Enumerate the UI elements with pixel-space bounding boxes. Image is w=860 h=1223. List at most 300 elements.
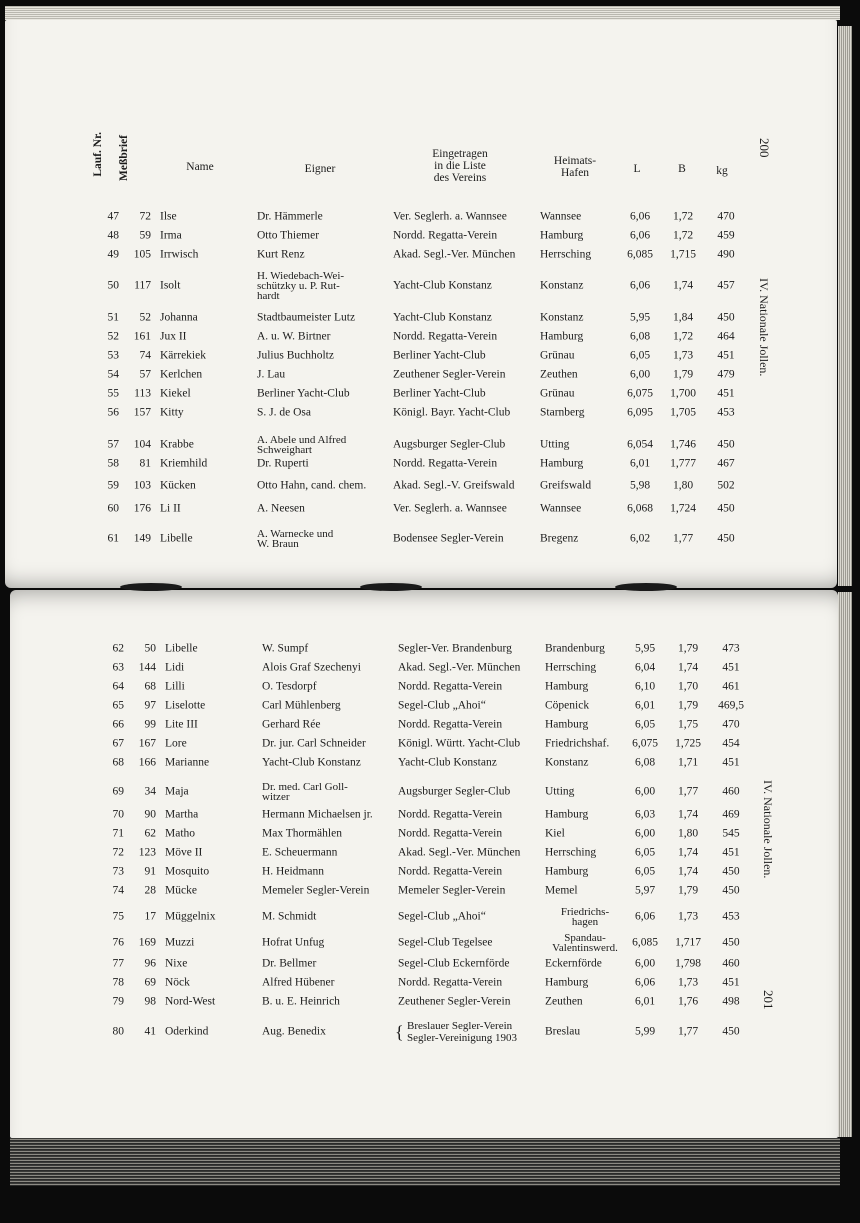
cell-mb: 144 xyxy=(138,661,156,673)
page-edge-right-top xyxy=(838,26,852,586)
cell-mb: 166 xyxy=(138,756,156,768)
cell-verein: Nordd. Regatta-Verein xyxy=(398,808,503,820)
cell-b: 1,77 xyxy=(677,785,699,798)
cell-verein: Königl. Bayr. Yacht-Club xyxy=(393,406,511,418)
cell-kg: 460 xyxy=(722,957,740,969)
cell-b: 1,79 xyxy=(677,884,699,896)
cell-b: 1,72 xyxy=(672,229,694,241)
cell-b: 1,84 xyxy=(672,311,694,323)
cell-hafen: Hamburg xyxy=(540,330,584,342)
cell-kg: 454 xyxy=(722,737,740,749)
cell-nr: 68 xyxy=(112,756,124,768)
cell-hafen: Bregenz xyxy=(540,532,579,545)
table-row xyxy=(5,327,765,346)
cell-hafen: Herrsching xyxy=(545,661,597,673)
table-row xyxy=(10,753,770,772)
cell-kg: 498 xyxy=(722,995,740,1007)
cell-kg: 451 xyxy=(722,846,740,858)
cell-mb: 169 xyxy=(138,936,156,949)
cell-eigner: Yacht-Club Konstanz xyxy=(262,756,361,768)
cell-kg: 461 xyxy=(722,680,740,692)
cell-l: 6,06 xyxy=(629,279,651,292)
cell-verein: Segel-Club „Ahoi“ xyxy=(398,910,486,923)
cell-l: 6,095 xyxy=(627,406,653,418)
cell-name: Kerlchen xyxy=(160,368,203,380)
cell-kg: 469 xyxy=(722,808,740,820)
cell-eigner: Hermann Michaelsen jr. xyxy=(262,808,373,820)
cell-eigner: Dr. Hämmerle xyxy=(257,210,323,222)
cell-b: 1,70 xyxy=(677,680,699,692)
binding-stitch xyxy=(120,583,182,591)
cell-l: 6,05 xyxy=(629,349,651,361)
cell-kg: 479 xyxy=(717,368,735,380)
table-row xyxy=(5,476,765,495)
header-kg: kg xyxy=(716,165,728,177)
cell-nr: 74 xyxy=(112,884,124,896)
cell-verein: Ver. Seglerh. a. Wannsee xyxy=(393,502,507,514)
header-messbrief: Meßbrief xyxy=(118,135,130,181)
cell-nr: 57 xyxy=(107,438,119,451)
cell-verein: Yacht-Club Konstanz xyxy=(393,279,492,292)
cell-b: 1,74 xyxy=(677,808,699,820)
cell-l: 5,98 xyxy=(629,479,651,491)
cell-verein: Nordd. Regatta-Verein xyxy=(398,718,503,730)
cell-name: Möve II xyxy=(165,846,203,858)
cell-verein: Segel-Club „Ahoi“ xyxy=(398,699,486,711)
cell-b: 1,75 xyxy=(677,718,699,730)
cell-kg: 459 xyxy=(717,229,735,241)
cell-b: 1,72 xyxy=(672,330,694,342)
cell-nr: 72 xyxy=(112,846,124,858)
cell-eigner: Julius Buchholtz xyxy=(257,349,334,361)
cell-mb: 113 xyxy=(134,387,151,399)
cell-verein: Zeuthener Segler-Verein xyxy=(398,995,511,1007)
table-row xyxy=(10,973,770,992)
cell-b: 1,79 xyxy=(672,368,694,380)
cell-l: 6,08 xyxy=(634,756,656,768)
cell-name: Lore xyxy=(165,737,187,749)
cell-hafen: Hamburg xyxy=(545,865,589,877)
cell-nr: 56 xyxy=(107,406,119,418)
cell-verein: Akad. Segl.-Ver. München xyxy=(398,661,521,673)
cell-nr: 67 xyxy=(112,737,124,749)
cell-verein: Breslauer Segler-Verein Segler-Vereinigung 1903 xyxy=(407,1020,518,1044)
cell-name: Mücke xyxy=(165,884,197,896)
cell-hafen: Wannsee xyxy=(540,502,582,514)
table-row xyxy=(10,824,770,843)
cell-nr: 55 xyxy=(107,387,119,399)
cell-nr: 48 xyxy=(107,229,119,241)
cell-b: 1,73 xyxy=(672,349,694,361)
cell-mb: 59 xyxy=(139,229,151,241)
cell-kg: 450 xyxy=(722,865,740,877)
cell-nr: 70 xyxy=(112,808,124,820)
cell-b: 1,74 xyxy=(677,865,699,877)
cell-mb: 176 xyxy=(133,502,151,514)
header-verein: Eingetragen in die Liste des Vereins xyxy=(432,148,488,184)
cell-hafen: Hamburg xyxy=(545,808,589,820)
cell-verein: Yacht-Club Konstanz xyxy=(393,311,492,323)
cell-name: Liselotte xyxy=(165,699,206,711)
cell-mb: 52 xyxy=(139,311,151,323)
cell-name: Matho xyxy=(165,827,196,839)
cell-verein: Nordd. Regatta-Verein xyxy=(398,865,503,877)
cell-verein: Akad. Segl.-Ver. München xyxy=(398,846,521,858)
cell-kg: 450 xyxy=(717,532,735,545)
cell-name: Marianne xyxy=(165,756,210,768)
cell-b: 1,73 xyxy=(677,976,699,988)
cell-kg: 450 xyxy=(722,1025,740,1038)
cell-eigner: Kurt Renz xyxy=(257,248,305,260)
side-title: IV. Nationale Jollen. xyxy=(757,278,771,377)
cell-verein: Berliner Yacht-Club xyxy=(393,349,486,361)
cell-mb: 96 xyxy=(144,957,156,969)
cell-mb: 98 xyxy=(144,995,156,1007)
cell-l: 5,95 xyxy=(629,311,651,323)
cell-nr: 49 xyxy=(107,248,119,260)
cell-hafen: Utting xyxy=(540,438,570,451)
cell-eigner: J. Lau xyxy=(257,368,286,380)
cell-kg: 470 xyxy=(717,210,735,222)
cell-mb: 104 xyxy=(133,438,151,451)
cell-kg: 502 xyxy=(717,479,735,491)
cell-kg: 450 xyxy=(717,311,735,323)
cell-eigner: B. u. E. Heinrich xyxy=(262,995,340,1007)
cell-eigner: Max Thormählen xyxy=(262,827,342,839)
cell-name: Kitty xyxy=(160,406,184,418)
cell-verein: Berliner Yacht-Club xyxy=(393,387,486,399)
cell-verein: Nordd. Regatta-Verein xyxy=(393,229,498,241)
cell-eigner: E. Scheuermann xyxy=(262,846,338,858)
table-row xyxy=(10,639,770,658)
cell-name: Libelle xyxy=(165,642,198,654)
cell-hafen: Konstanz xyxy=(545,756,589,768)
cell-mb: 99 xyxy=(144,718,156,730)
cell-eigner: Memeler Segler-Verein xyxy=(262,884,370,896)
cell-kg: 451 xyxy=(717,349,735,361)
cell-name: Nord-West xyxy=(165,995,216,1007)
cell-mb: 68 xyxy=(144,680,156,692)
page-number: 201 xyxy=(761,990,776,1010)
cell-nr: 63 xyxy=(112,661,124,673)
table-row xyxy=(10,930,770,956)
cell-kg: 467 xyxy=(717,457,735,469)
table-row xyxy=(5,384,765,403)
cell-mb: 57 xyxy=(139,368,151,380)
cell-mb: 97 xyxy=(144,699,156,711)
cell-l: 6,06 xyxy=(634,910,656,923)
cell-b: 1,80 xyxy=(677,827,699,839)
cell-verein: Segel-Club Eckernförde xyxy=(398,957,510,969)
cell-b: 1,76 xyxy=(677,995,699,1007)
cell-eigner: S. J. de Osa xyxy=(257,406,311,418)
cell-nr: 59 xyxy=(107,479,119,491)
header-b: B xyxy=(678,163,686,175)
cell-verein: Nordd. Regatta-Verein xyxy=(398,976,503,988)
table-row xyxy=(5,308,765,327)
cell-verein: Akad. Segl.-Ver. München xyxy=(393,248,516,260)
cell-nr: 61 xyxy=(107,532,119,545)
header-eigner: Eigner xyxy=(304,163,336,175)
cell-eigner: Berliner Yacht-Club xyxy=(257,387,350,399)
cell-mb: 50 xyxy=(144,642,156,654)
binding-stitch xyxy=(360,583,422,591)
table-row xyxy=(10,734,770,753)
cell-l: 6,03 xyxy=(634,808,656,820)
cell-hafen: Hamburg xyxy=(545,976,589,988)
cell-eigner: Alfred Hübener xyxy=(262,976,335,988)
cell-nr: 71 xyxy=(112,827,124,839)
cell-b: 1,74 xyxy=(677,846,699,858)
cell-nr: 80 xyxy=(112,1025,124,1038)
table-row xyxy=(5,269,765,303)
cell-l: 6,08 xyxy=(629,330,651,342)
cell-b: 1,717 xyxy=(675,936,701,949)
cell-l: 6,075 xyxy=(632,737,658,749)
cell-mb: 74 xyxy=(139,349,151,361)
cell-hafen: Starnberg xyxy=(540,406,585,418)
cell-verein: Segler-Ver. Brandenburg xyxy=(398,642,512,654)
header-l: L xyxy=(633,163,641,175)
cell-l: 6,05 xyxy=(634,718,656,730)
cell-verein: Ver. Seglerh. a. Wannsee xyxy=(393,210,507,222)
page-200 xyxy=(5,20,837,588)
cell-hafen: Kiel xyxy=(545,827,565,839)
cell-verein: Augsburger Segler-Club xyxy=(393,438,506,451)
cell-mb: 17 xyxy=(144,910,156,923)
cell-name: Kärrekiek xyxy=(160,349,206,361)
cell-verein: Nordd. Regatta-Verein xyxy=(398,827,503,839)
cell-kg: 451 xyxy=(722,976,740,988)
cell-name: Maja xyxy=(165,785,189,798)
cell-l: 6,02 xyxy=(629,532,651,545)
cell-kg: 545 xyxy=(722,827,740,839)
cell-eigner: Otto Thiemer xyxy=(257,229,320,241)
cell-hafen: Grünau xyxy=(540,387,575,399)
cell-hafen: Wannsee xyxy=(540,210,582,222)
cell-kg: 490 xyxy=(717,248,735,260)
boat-table-bottom xyxy=(10,590,770,1138)
cell-l: 5,95 xyxy=(634,642,656,654)
cell-mb: 117 xyxy=(134,279,151,292)
cell-nr: 52 xyxy=(107,330,119,342)
cell-hafen: Zeuthen xyxy=(545,995,583,1007)
table-row xyxy=(10,658,770,677)
cell-hafen: Friedrichs- hagen xyxy=(560,906,610,928)
cell-name: Mosquito xyxy=(165,865,210,877)
cell-nr: 64 xyxy=(112,680,124,692)
cell-kg: 470 xyxy=(722,718,740,730)
cell-hafen: Breslau xyxy=(545,1025,581,1038)
cell-b: 1,79 xyxy=(677,642,699,654)
side-title: IV. Nationale Jollen. xyxy=(761,780,775,879)
cell-nr: 76 xyxy=(112,936,124,949)
cell-b: 1,73 xyxy=(677,910,699,923)
cell-nr: 77 xyxy=(112,957,124,969)
cell-mb: 41 xyxy=(144,1025,156,1038)
cell-hafen: Utting xyxy=(545,785,575,798)
cell-eigner: Otto Hahn, cand. chem. xyxy=(257,479,367,491)
cell-hafen: Hamburg xyxy=(545,718,589,730)
page-stack-bottom xyxy=(10,1138,840,1186)
table-row xyxy=(10,992,770,1011)
table-row xyxy=(5,525,765,553)
cell-l: 6,00 xyxy=(634,957,656,969)
cell-nr: 73 xyxy=(112,865,124,877)
page-edge-right-bottom xyxy=(838,592,852,1137)
cell-nr: 78 xyxy=(112,976,124,988)
cell-nr: 47 xyxy=(107,210,119,222)
cell-kg: 457 xyxy=(717,279,735,292)
header-lauf-nr: Lauf. Nr. xyxy=(92,132,104,177)
cell-verein: Segel-Club Tegelsee xyxy=(398,936,493,949)
cell-eigner: H. Heidmann xyxy=(262,865,324,877)
cell-l: 6,06 xyxy=(629,229,651,241)
cell-hafen: Greifswald xyxy=(540,479,592,491)
cell-nr: 79 xyxy=(112,995,124,1007)
cell-hafen: Eckernförde xyxy=(545,957,602,969)
cell-l: 6,01 xyxy=(634,699,656,711)
cell-mb: 69 xyxy=(144,976,156,988)
table-row xyxy=(10,696,770,715)
cell-l: 6,01 xyxy=(634,995,656,1007)
cell-mb: 149 xyxy=(133,532,151,545)
boat-table-top xyxy=(5,20,765,588)
cell-kg: 453 xyxy=(722,910,740,923)
cell-eigner: Hofrat Unfug xyxy=(262,936,325,949)
cell-hafen: Spandau- Valentinswerd. xyxy=(552,932,618,954)
cell-mb: 167 xyxy=(138,737,156,749)
cell-hafen: Zeuthen xyxy=(540,368,578,380)
table-row xyxy=(10,862,770,881)
cell-nr: 58 xyxy=(107,457,119,469)
cell-kg: 450 xyxy=(722,884,740,896)
cell-hafen: Brandenburg xyxy=(545,642,605,654)
cell-b: 1,777 xyxy=(670,457,696,469)
cell-l: 6,10 xyxy=(634,680,656,692)
cell-l: 6,00 xyxy=(634,785,656,798)
cell-l: 6,085 xyxy=(632,936,658,949)
cell-kg: 464 xyxy=(717,330,735,342)
cell-mb: 81 xyxy=(139,457,151,469)
table-row xyxy=(5,245,765,264)
table-row xyxy=(10,904,770,930)
cell-eigner: Dr. Bellmer xyxy=(262,957,317,969)
cell-name: Ilse xyxy=(160,210,177,222)
cell-eigner: Aug. Benedix xyxy=(262,1025,326,1038)
table-row xyxy=(5,226,765,245)
cell-eigner: A. Abele und Alfred Schweighart xyxy=(257,434,347,456)
cell-b: 1,79 xyxy=(677,699,699,711)
cell-verein: Zeuthener Segler-Verein xyxy=(393,368,506,380)
cell-hafen: Grünau xyxy=(540,349,575,361)
cell-nr: 51 xyxy=(107,311,119,323)
cell-name: Lite III xyxy=(165,718,198,730)
cell-verein: Memeler Segler-Verein xyxy=(398,884,506,896)
cell-nr: 66 xyxy=(112,718,124,730)
page-number: 200 xyxy=(757,138,772,158)
table-row xyxy=(5,403,765,422)
cell-name: Irma xyxy=(160,229,182,241)
cell-nr: 53 xyxy=(107,349,119,361)
cell-eigner: H. Wiedebach-Wei- schützky u. P. Rut- hardt xyxy=(257,270,345,302)
cell-mb: 62 xyxy=(144,827,156,839)
cell-b: 1,74 xyxy=(677,661,699,673)
cell-verein: Königl. Württ. Yacht-Club xyxy=(398,737,521,749)
table-row xyxy=(5,346,765,365)
cell-eigner: Carl Mühlenberg xyxy=(262,699,341,711)
table-row xyxy=(10,954,770,973)
cell-b: 1,77 xyxy=(677,1025,699,1038)
cell-b: 1,700 xyxy=(670,387,696,399)
cell-name: Nöck xyxy=(165,976,190,988)
cell-eigner: Dr. Ruperti xyxy=(257,457,309,469)
cell-b: 1,725 xyxy=(675,737,701,749)
cell-l: 6,05 xyxy=(634,846,656,858)
cell-b: 1,705 xyxy=(670,406,696,418)
cell-b: 1,74 xyxy=(672,279,694,292)
cell-eigner: A. Warnecke und W. Braun xyxy=(257,528,334,550)
cell-name: Muzzi xyxy=(165,936,195,949)
header-name: Name xyxy=(186,161,214,173)
cell-eigner: O. Tesdorpf xyxy=(262,680,317,692)
cell-verein: Augsburger Segler-Club xyxy=(398,785,511,798)
cell-kg: 450 xyxy=(717,438,735,451)
cell-mb: 161 xyxy=(133,330,151,342)
cell-b: 1,77 xyxy=(672,532,694,545)
cell-b: 1,798 xyxy=(675,957,701,969)
table-row xyxy=(10,805,770,824)
cell-eigner: Gerhard Rée xyxy=(262,718,321,730)
table-row xyxy=(5,454,765,473)
cell-l: 6,05 xyxy=(634,865,656,877)
cell-kg: 451 xyxy=(722,756,740,768)
cell-eigner: M. Schmidt xyxy=(262,910,317,923)
cell-kg: 473 xyxy=(722,642,740,654)
cell-name: Lidi xyxy=(165,661,185,673)
cell-hafen: Cöpenick xyxy=(545,699,590,711)
cell-name: Kücken xyxy=(160,479,196,491)
cell-nr: 54 xyxy=(107,368,119,380)
cell-verein: Yacht-Club Konstanz xyxy=(398,756,497,768)
cell-eigner: A. Neesen xyxy=(257,502,305,514)
cell-mb: 105 xyxy=(133,248,151,260)
header-hafen: Heimats- Hafen xyxy=(553,155,597,179)
cell-b: 1,80 xyxy=(672,479,694,491)
cell-nr: 75 xyxy=(112,910,124,923)
cell-verein: Bodensee Segler-Verein xyxy=(393,532,504,545)
cell-l: 6,075 xyxy=(627,387,653,399)
cell-b: 1,724 xyxy=(670,502,696,514)
cell-l: 6,04 xyxy=(634,661,656,673)
cell-nr: 50 xyxy=(107,279,119,292)
cell-nr: 69 xyxy=(112,785,124,798)
cell-mb: 72 xyxy=(139,210,151,222)
table-row xyxy=(10,677,770,696)
cell-kg: 469,5 xyxy=(718,699,744,711)
cell-l: 6,01 xyxy=(629,457,651,469)
cell-name: Oderkind xyxy=(165,1025,209,1038)
cell-l: 6,085 xyxy=(627,248,653,260)
table-row xyxy=(10,843,770,862)
cell-nr: 65 xyxy=(112,699,124,711)
table-row xyxy=(5,365,765,384)
cell-name: Müggelnix xyxy=(165,910,216,923)
cell-name: Irrwisch xyxy=(160,248,199,260)
page-201 xyxy=(10,590,838,1138)
cell-kg: 450 xyxy=(717,502,735,514)
cell-hafen: Hamburg xyxy=(545,680,589,692)
